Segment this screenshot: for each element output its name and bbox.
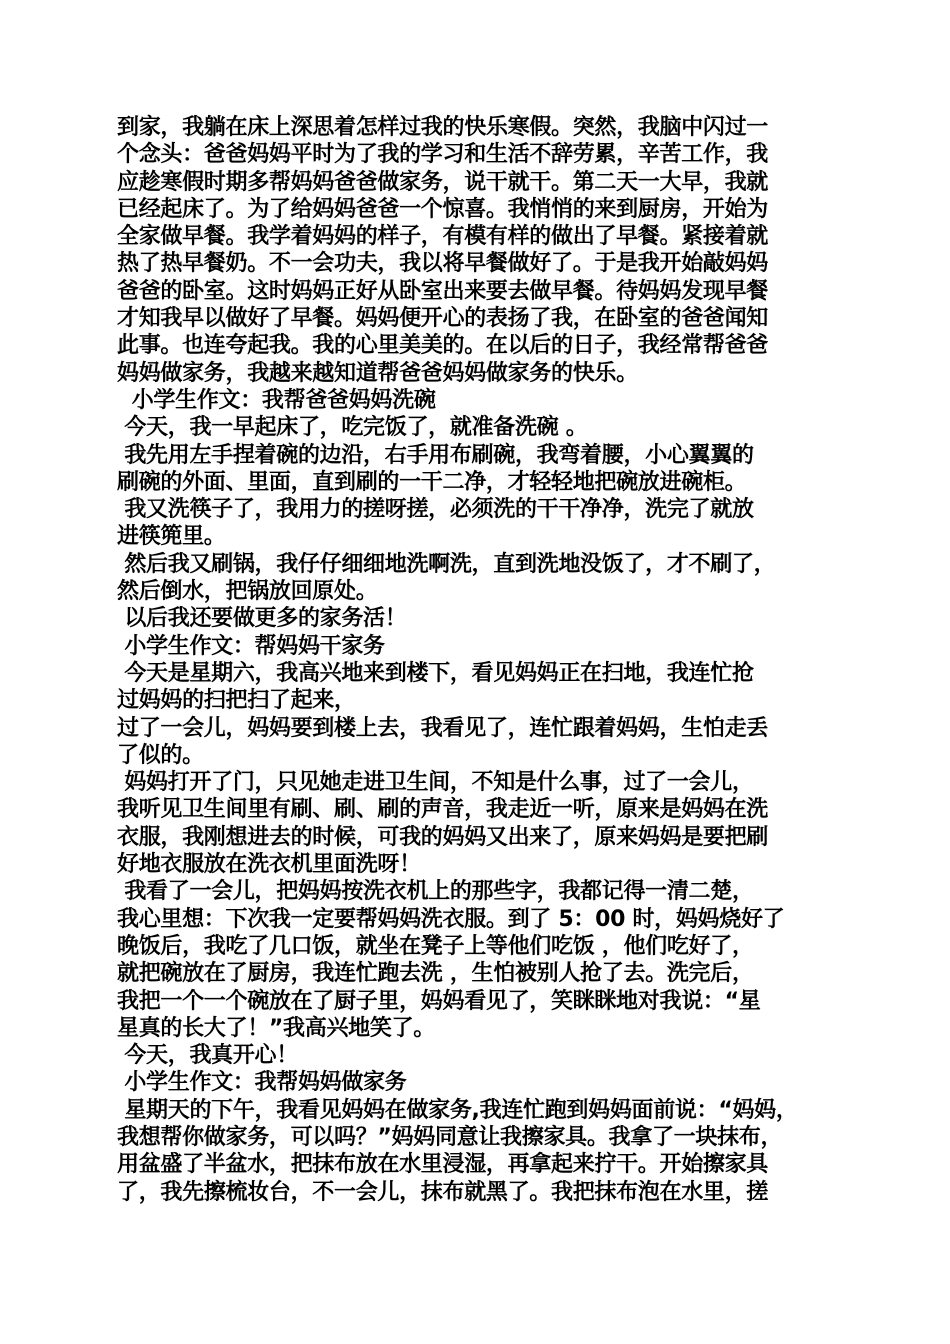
text-line: 已经起床了。为了给妈妈爸爸一个惊喜。我悄悄的来到厨房，开始为 bbox=[117, 196, 769, 222]
text-line: 我看了一会儿，把妈妈按洗衣机上的那些字，我都记得一清二楚， bbox=[117, 879, 754, 905]
text-line: 小学生作文：我帮爸爸妈妈洗碗 bbox=[117, 387, 436, 413]
text-line: 我先用左手捏着碗的边沿，右手用布刷碗，我弯着腰，小心翼翼的 bbox=[117, 442, 754, 468]
text-line: 星期天的下午，我看见妈妈在做家务,我连忙跑到妈妈面前说：“妈妈， bbox=[117, 1097, 798, 1123]
text-line: 小学生作文：我帮妈妈做家务 bbox=[117, 1070, 407, 1096]
text-line: 过了一会儿，妈妈要到楼上去，我看见了，连忙跟着妈妈，生怕走丢 bbox=[117, 715, 769, 741]
text-line: 星真的长大了！”我高兴地笑了。 bbox=[117, 1015, 435, 1041]
text-line: 妈妈打开了门，只见她走进卫生间，不知是什么事，过了一会儿， bbox=[117, 770, 754, 796]
text-line: 今天，我真开心！ bbox=[117, 1043, 298, 1069]
text-line: 我想帮你做家务，可以吗？”妈妈同意让我擦家具。我拿了一块抹布， bbox=[117, 1124, 783, 1150]
text-line: 晚饭后，我吃了几口饭，就坐在凳子上等他们吃饭 ，他们吃好了， bbox=[117, 933, 754, 959]
text-line: 我又洗筷子了，我用力的搓呀搓，必须洗的干干净净，洗完了就放 bbox=[117, 497, 754, 523]
text-line: 今天，我一早起床了，吃完饭了，就准备洗碗 。 bbox=[117, 415, 588, 441]
text-line: 就把碗放在了厨房，我连忙跑去洗 ，生怕被别人抢了去。洗完后， bbox=[117, 961, 754, 987]
text-line: 以后我还要做更多的家务活！ bbox=[117, 606, 407, 632]
text-line: 过妈妈的扫把扫了起来， bbox=[117, 688, 356, 714]
text-line: 全家做早餐。我学着妈妈的样子，有模有样的做出了早餐。紧接着就 bbox=[117, 224, 769, 250]
text-line: 用盆盛了半盆水，把抹布放在水里浸湿，再拿起来拧干。开始擦家具 bbox=[117, 1152, 769, 1178]
text-line: 我心里想：下次我一定要帮妈妈洗衣服。到了 5：00 时，妈妈烧好了 bbox=[117, 906, 785, 932]
text-line: 妈妈做家务，我越来越知道帮爸爸妈妈做家务的快乐。 bbox=[117, 360, 638, 386]
text-line: 了，我先擦梳妆台，不一会儿，抹布就黑了。我把抹布泡在水里，搓 bbox=[117, 1179, 769, 1205]
text-line: 然后我又刷锅，我仔仔细细地洗啊洗，直到洗地没饭了，才不刷了， bbox=[117, 551, 776, 577]
document-body bbox=[117, 114, 847, 1206]
text-line: 应趁寒假时期多帮妈妈爸爸做家务，说干就干。第二天一大早，我就 bbox=[117, 169, 769, 195]
text-line: 个念头：爸爸妈妈平时为了我的学习和生活不辞劳累，辛苦工作，我 bbox=[117, 142, 769, 168]
text-line: 好地衣服放在洗衣机里面洗呀！ bbox=[117, 852, 421, 878]
text-line: 今天是星期六，我高兴地来到楼下，看见妈妈正在扫地，我连忙抢 bbox=[117, 660, 754, 686]
text-line: 此事。也连夸起我。我的心里美美的。在以后的日子，我经常帮爸爸 bbox=[117, 333, 769, 359]
text-line: 我把一个一个碗放在了厨子里，妈妈看见了，笑眯眯地对我说：“星 bbox=[117, 988, 761, 1014]
text-line: 了似的。 bbox=[117, 742, 204, 768]
text-line: 到家，我躺在床上深思着怎样过我的快乐寒假。突然，我脑中闪过一 bbox=[117, 115, 769, 140]
text-line: 我听见卫生间里有刷、刷、刷的声音，我走近一听，原来是妈妈在洗 bbox=[117, 797, 769, 823]
text-line: 刷碗的外面、里面，直到刷的一干二净，才轻轻地把碗放进碗柜。 bbox=[117, 469, 747, 495]
text-line: 衣服，我刚想进去的时候，可我的妈妈又出来了，原来妈妈是要把刷 bbox=[117, 824, 769, 850]
text-line: 进筷篼里。 bbox=[117, 524, 226, 550]
text-line: 热了热早餐奶。不一会功夫，我以将早餐做好了。于是我开始敲妈妈 bbox=[117, 251, 769, 277]
text-line: 爸爸的卧室。这时妈妈正好从卧室出来要去做早餐。待妈妈发现早餐 bbox=[117, 278, 769, 304]
text-line: 才知我早以做好了早餐。妈妈便开心的表扬了我，在卧室的爸爸闻知 bbox=[117, 306, 769, 332]
text-line: 小学生作文：帮妈妈干家务 bbox=[117, 633, 385, 659]
text-line: 然后倒水，把锅放回原处。 bbox=[117, 579, 378, 605]
